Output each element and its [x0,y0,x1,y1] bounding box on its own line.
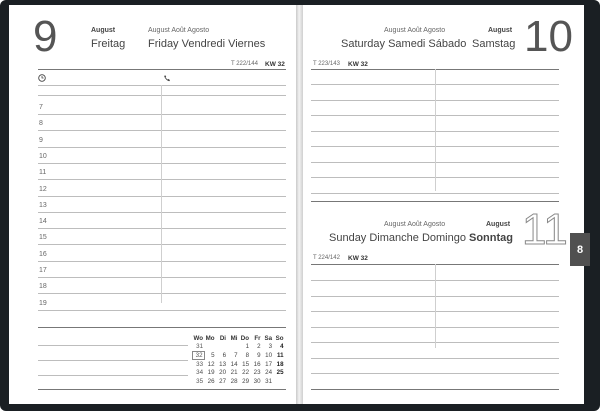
calendar-day: 29 [242,377,250,385]
schedule-line [38,228,286,229]
notes-rule [38,327,286,328]
calendar-day: 20 [219,369,227,377]
schedule-line [38,212,286,213]
calendar-day: 9 [257,351,261,359]
calendar-day: 4 [280,343,284,351]
calendar-week-number: 32 [193,351,205,360]
weekdays-multilingual: Sunday Dimanche Domingo [329,232,466,244]
schedule-line [38,277,286,278]
hour-label: 14 [39,218,47,226]
header-rule [38,69,286,70]
calendar-day [273,377,285,386]
notes-line [38,375,188,376]
calendar-day: 10 [265,351,273,359]
calendar-weekday-header: Di [219,334,227,342]
week-number: KW 32 [265,61,285,68]
calendar-week-number: 31 [196,343,204,351]
calendar-day: 18 [276,360,284,368]
hour-label: 8 [39,120,43,128]
calendar-day: 28 [230,377,238,385]
weekdays-multilingual: Saturday Samedi Sábado [341,38,467,50]
calendar-day: 3 [268,343,273,351]
day-of-year: T 224/142 [313,255,340,261]
calendar-week-number: 35 [196,377,204,385]
calendar-day: 16 [253,360,261,368]
calendar-day: 7 [234,351,238,359]
months-multilingual: August Août Agosto [384,27,446,34]
schedule-line [38,147,286,148]
month-label: August [486,221,511,228]
column-divider [435,264,436,348]
calendar-day: 31 [265,377,273,385]
calendar-day: 8 [245,351,250,359]
schedule-line [38,130,286,131]
right-page-weekend [303,5,584,404]
saturday-line [311,193,559,194]
day-of-year: T 222/144 [231,61,258,67]
calendar-day: 21 [230,369,238,377]
notes-line [38,345,188,346]
bottom-rule [311,389,559,390]
calendar-weekday-header: So [275,334,284,342]
hour-label: 7 [39,104,43,111]
icon-row-rule [38,85,286,86]
sunday-line [311,373,559,374]
schedule-line [38,261,286,262]
schedule-line [38,179,286,180]
calendar-day: 11 [276,351,284,359]
calendar-day [227,343,239,352]
weekday-label: Samstag [472,38,516,50]
week-number: KW 32 [348,255,368,262]
weekday-label: Sonntag [469,232,513,244]
calendar-day: 17 [265,360,273,368]
calendar-day [204,343,216,352]
schedule-line [38,244,286,245]
schedule-line [38,196,286,197]
hour-label: 17 [39,267,47,274]
calendar-day: 30 [253,377,261,385]
day-number: 10 [524,12,573,61]
schedule-line [38,163,286,164]
calendar-weekday-header: Mi [230,334,238,342]
planner-spine [296,5,303,404]
calendar-day: 19 [207,369,215,377]
calendar-day: 23 [253,369,261,377]
clock-icon [38,74,46,82]
hour-label: 15 [39,234,47,242]
calendar-day: 13 [219,360,227,368]
hour-label: 10 [39,152,47,160]
calendar-day: 14 [230,360,238,368]
calendar-day: 6 [222,351,227,359]
calendar-week-number: 33 [196,360,204,368]
weekdays-multilingual: Friday Vendredi Viernes [148,38,266,50]
calendar-day: 15 [242,360,250,368]
calendar-day: 5 [211,351,215,359]
calendar-day: 25 [276,369,284,377]
hour-label: 12 [39,185,47,193]
calendar-weekday-header: Wo [193,334,204,342]
bottom-rule [38,389,286,390]
calendar-day: 12 [207,360,215,368]
weekday-label: Freitag [91,38,126,50]
sunday-line [311,358,559,359]
day-separator [311,201,559,202]
calendar-day: 2 [257,343,261,351]
calendar-day: 27 [219,377,227,385]
schedule-line [38,95,286,96]
calendar-day: 22 [242,369,250,377]
hour-label: 11 [39,169,47,177]
months-multilingual: August Août Agosto [384,221,446,228]
calendar-day [216,343,228,352]
schedule-line [38,310,286,311]
calendar-weekday-header: Mo [205,334,215,342]
day-of-year: T 223/143 [313,61,340,67]
notes-line [38,360,188,361]
calendar-day: 26 [207,377,215,385]
hour-label: 16 [39,250,47,258]
day-number: 11 [522,205,568,254]
hour-label: 9 [39,136,43,144]
month-label: August [91,27,116,34]
schedule-line [38,114,286,115]
hour-label: 18 [39,283,47,291]
column-divider [161,85,162,303]
hour-label: 13 [39,201,47,209]
calendar-weekday-header: Sa [264,334,273,342]
phone-icon [163,74,171,82]
column-divider [435,69,436,191]
week-number: KW 32 [348,61,368,68]
mini-month-calendar [192,334,285,386]
months-multilingual: August Août Agosto [148,27,210,34]
schedule-line [38,293,286,294]
day-number: 9 [33,12,58,61]
hour-label: 19 [39,299,47,307]
left-page-friday [9,5,296,404]
calendar-week-number: 34 [196,369,204,377]
month-tab[interactable]: 8 [570,233,590,266]
month-label: August [488,27,513,34]
calendar-day: 24 [265,369,273,377]
calendar-weekday-header: Do [240,334,250,342]
calendar-day: 1 [245,343,250,351]
calendar-weekday-header: Fr [254,334,261,342]
